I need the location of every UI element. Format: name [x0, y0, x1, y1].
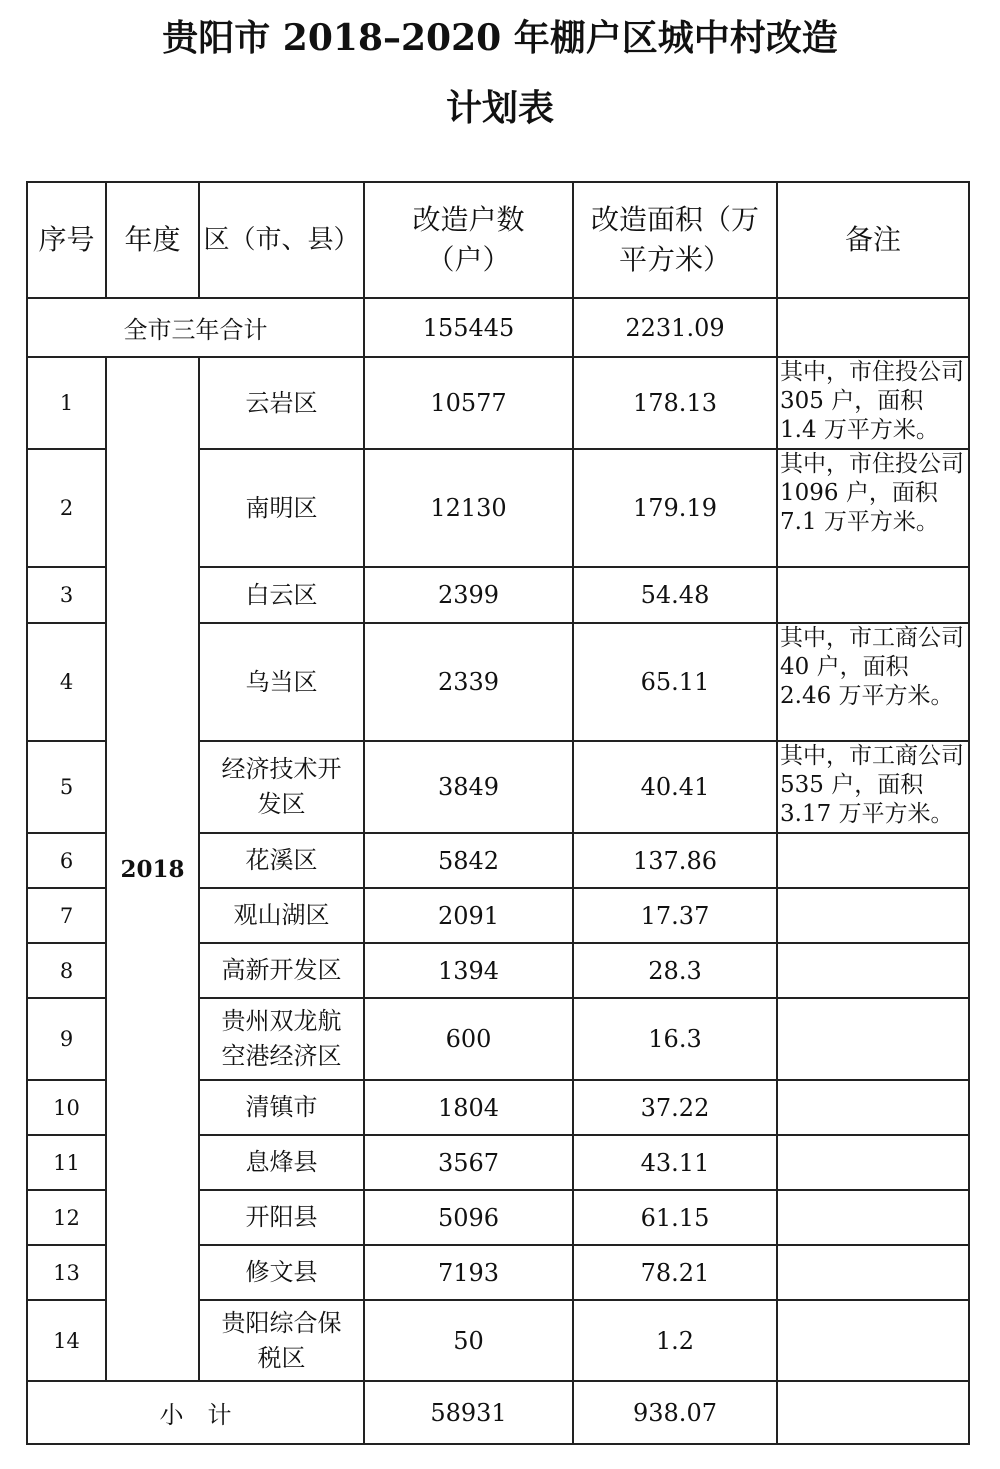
row-district: 经济技术开发区	[199, 741, 364, 833]
row-households: 50	[364, 1300, 573, 1381]
grand-total-households: 155445	[364, 298, 573, 357]
header-row	[27, 182, 969, 298]
row-note	[777, 1300, 969, 1381]
row-households: 5096	[364, 1190, 573, 1245]
row-seq: 8	[27, 943, 106, 998]
row-seq: 7	[27, 888, 106, 943]
row-households: 600	[364, 998, 573, 1080]
row-note	[777, 1135, 969, 1190]
row-note: 其中，市住投公司 1096 户，面积 7.1 万平方米。	[777, 449, 969, 567]
header-seq: 序号	[27, 182, 106, 298]
row-note	[777, 1190, 969, 1245]
row-district: 修文县	[199, 1245, 364, 1300]
header-households: 改造户数（户）	[364, 182, 573, 298]
row-district: 花溪区	[199, 833, 364, 888]
header-year: 年度	[106, 182, 199, 298]
row-note	[777, 567, 969, 623]
grand-total-label: 全市三年合计	[27, 298, 364, 357]
row-area: 178.13	[573, 357, 777, 449]
row-seq: 9	[27, 998, 106, 1080]
row-note	[777, 833, 969, 888]
row-district: 观山湖区	[199, 888, 364, 943]
row-area: 28.3	[573, 943, 777, 998]
row-district: 南明区	[199, 449, 364, 567]
grand-total-note	[777, 298, 969, 357]
row-note	[777, 943, 969, 998]
grand-total-area: 2231.09	[573, 298, 777, 357]
year-cell: 2018	[106, 357, 199, 1381]
row-area: 65.11	[573, 623, 777, 741]
header-area: 改造面积（万平方米）	[573, 182, 777, 298]
row-seq: 10	[27, 1080, 106, 1135]
row-households: 5842	[364, 833, 573, 888]
renovation-plan-table	[26, 181, 970, 1445]
page-title: 贵阳市 2018–2020 年棚户区城中村改造	[162, 17, 838, 59]
row-area: 54.48	[573, 567, 777, 623]
row-area: 137.86	[573, 833, 777, 888]
table-row	[27, 357, 969, 449]
row-district: 开阳县	[199, 1190, 364, 1245]
row-area: 17.37	[573, 888, 777, 943]
subtotal-row	[27, 1381, 969, 1444]
row-households: 3849	[364, 741, 573, 833]
row-area: 1.2	[573, 1300, 777, 1381]
row-area: 37.22	[573, 1080, 777, 1135]
subtotal-label: 小 计	[27, 1381, 364, 1444]
subtotal-households: 58931	[364, 1381, 573, 1444]
row-seq: 13	[27, 1245, 106, 1300]
page-subtitle: 计划表	[445, 87, 554, 129]
row-seq: 14	[27, 1300, 106, 1381]
row-seq: 11	[27, 1135, 106, 1190]
row-households: 7193	[364, 1245, 573, 1300]
row-district: 息烽县	[199, 1135, 364, 1190]
row-area: 61.15	[573, 1190, 777, 1245]
row-area: 78.21	[573, 1245, 777, 1300]
row-note	[777, 1245, 969, 1300]
subtotal-note	[777, 1381, 969, 1444]
row-area: 16.3	[573, 998, 777, 1080]
row-seq: 3	[27, 567, 106, 623]
row-note: 其中，市工商公司 535 户，面积 3.17 万平方米。	[777, 741, 969, 833]
row-households: 3567	[364, 1135, 573, 1190]
row-households: 10577	[364, 357, 573, 449]
row-area: 40.41	[573, 741, 777, 833]
row-district: 贵阳综合保税区	[199, 1300, 364, 1381]
row-district: 清镇市	[199, 1080, 364, 1135]
row-households: 2339	[364, 623, 573, 741]
row-note: 其中，市工商公司 40 户，面积 2.46 万平方米。	[777, 623, 969, 741]
row-households: 2091	[364, 888, 573, 943]
row-area: 179.19	[573, 449, 777, 567]
row-households: 1804	[364, 1080, 573, 1135]
row-seq: 4	[27, 623, 106, 741]
row-district: 白云区	[199, 567, 364, 623]
header-note: 备注	[777, 182, 969, 298]
subtotal-area: 938.07	[573, 1381, 777, 1444]
row-seq: 2	[27, 449, 106, 567]
grand-total-row	[27, 298, 969, 357]
row-seq: 1	[27, 357, 106, 449]
row-district: 贵州双龙航空港经济区	[199, 998, 364, 1080]
row-note: 其中，市住投公司 305 户，面积 1.4 万平方米。	[777, 357, 969, 449]
row-households: 12130	[364, 449, 573, 567]
row-note	[777, 998, 969, 1080]
row-district: 乌当区	[199, 623, 364, 741]
row-district: 高新开发区	[199, 943, 364, 998]
row-note	[777, 888, 969, 943]
row-households: 2399	[364, 567, 573, 623]
row-area: 43.11	[573, 1135, 777, 1190]
row-seq: 12	[27, 1190, 106, 1245]
row-seq: 6	[27, 833, 106, 888]
header-district: 区（市、县）	[199, 182, 364, 298]
row-district: 云岩区	[199, 357, 364, 449]
row-households: 1394	[364, 943, 573, 998]
row-note	[777, 1080, 969, 1135]
row-seq: 5	[27, 741, 106, 833]
